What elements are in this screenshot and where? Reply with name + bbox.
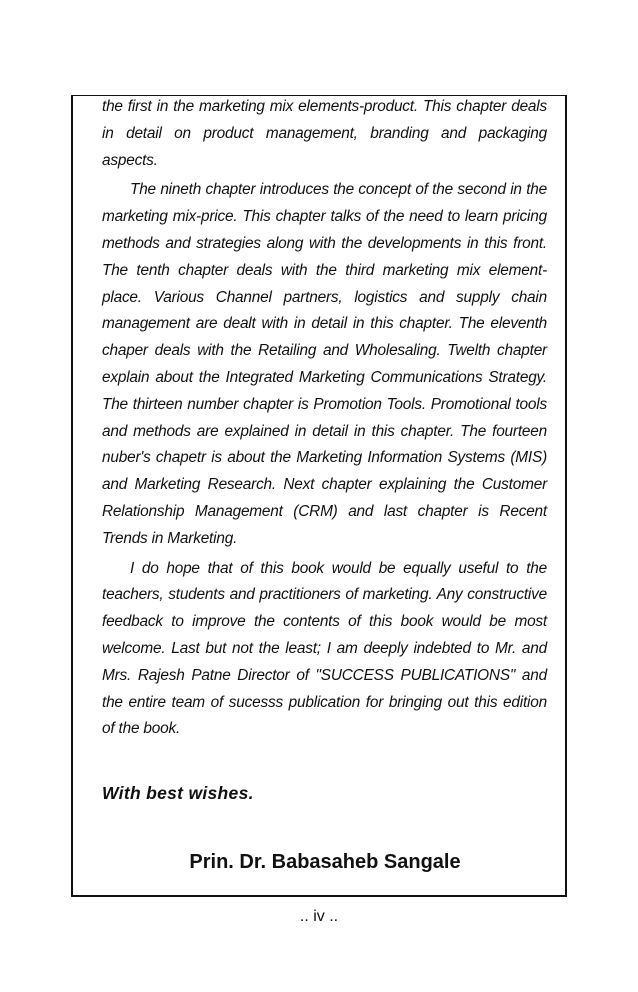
page-number: .. iv .. (299, 908, 339, 925)
author-signature: Prin. Dr. Babasaheb Sangale (189, 851, 461, 873)
paragraph-product-chapter: the first in the marketing mix elements-product. This chapter deals in detail on product management, branding and packaging aspects. (102, 98, 547, 169)
paragraph-chapter-summaries: The nineth chapter introduces the concept of the second in the marketing mix-price. This chapter talks of the need to learn pricing methods and strategies along with the developments in this front. The tenth chapter deals with the third marketing mix element-place. Various Channel partners, logistics and supply chain management are dealt with in detail in this chapter. The eleventh chaper deals with the Retailing and Wholesaling. Twelth chapter explain about the Integrated Marketing Communications Strategy. The thirteen number chapter is Promotion Tools. Promotional tools and methods are explained in detail in this chapter. The fourteen nuber's chapetr is about the Marketing Information Systems (MIS) and Marketing Research. Next chapter explaining the Customer Relationship Management (CRM) and last chapter is Recent Trends in Marketing. (102, 181, 547, 547)
paragraph-acknowledgements: I do hope that of this book would be equally useful to the teachers, students and practitioners of marketing. Any constructive feedback to improve the contents of this book would be most welcome. Last but not the least; I am deeply indebted to Mr. and Mrs. Rajesh Patne Director of "SUCCESS PUBLICATIONS" and the entire team of sucesss publication for bringing out this edition of the book. (102, 559, 547, 738)
body-text (102, 96, 547, 743)
page-border-box (71, 95, 567, 897)
closing-line: With best wishes. (102, 783, 254, 803)
